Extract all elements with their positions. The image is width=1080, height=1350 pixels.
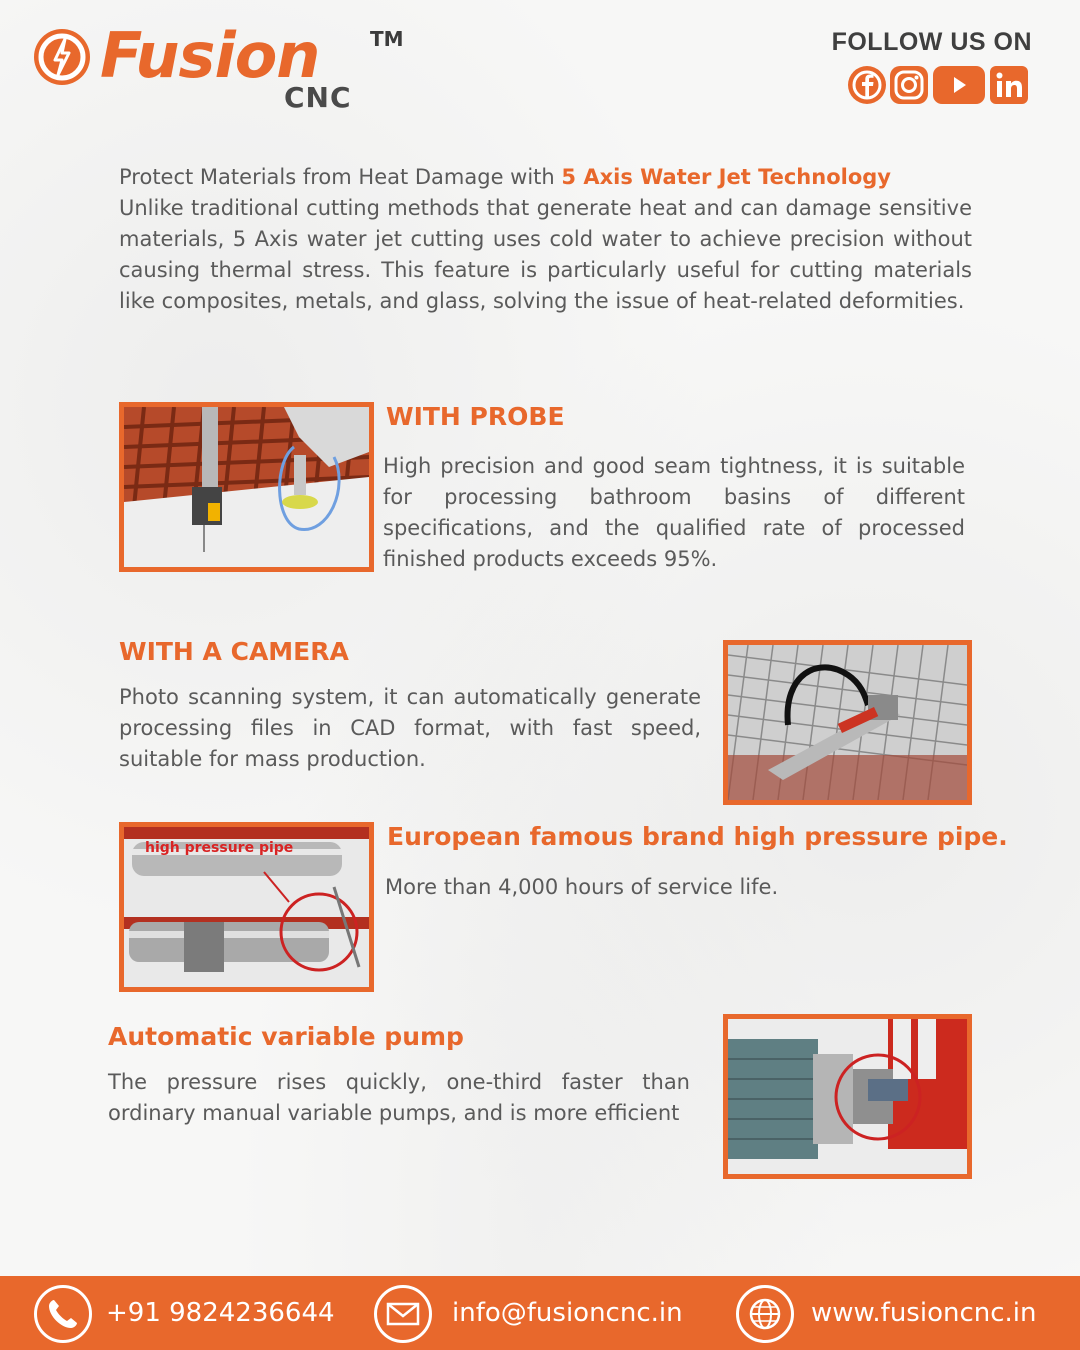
contact-footer — [0, 1276, 1080, 1350]
camera-photo — [723, 640, 972, 805]
facebook-icon[interactable] — [848, 66, 886, 104]
fusion-logo-icon — [34, 29, 90, 85]
feature-title-probe: WITH PROBE — [386, 402, 565, 431]
brand-name: Fusion — [100, 19, 320, 92]
intro-section — [119, 162, 972, 317]
feature-text-probe: High precision and good seam tightness, it is suitable for processing bathroom basins of different specifications, and the qualified rate of processed finished products exceeds 95%. — [383, 454, 965, 571]
website-url[interactable]: www.fusioncnc.in — [811, 1298, 1037, 1328]
feature-title-camera: WITH A CAMERA — [119, 637, 349, 666]
brand-sub: CNC — [284, 81, 352, 114]
pump-photo — [723, 1014, 972, 1179]
phone-number[interactable]: +91 9824236644 — [106, 1298, 335, 1328]
intro-highlight: 5 Axis Water Jet Technology — [561, 165, 891, 189]
feature-text-pipe: More than 4,000 hours of service life. — [385, 875, 779, 899]
youtube-icon[interactable] — [933, 66, 985, 104]
probe-photo — [119, 402, 374, 572]
email-icon[interactable] — [374, 1285, 432, 1343]
feature-text-camera: Photo scanning system, it can automatically generate processing files in CAD format, with fast speed, suitable for mass production. — [119, 685, 701, 771]
instagram-icon[interactable] — [890, 66, 928, 104]
email-address[interactable]: info@fusioncnc.in — [452, 1298, 683, 1328]
follow-label: FOLLOW US ON — [831, 28, 1032, 56]
brand-logo[interactable] — [30, 19, 410, 115]
intro-lead: Protect Materials from Heat Damage with — [119, 165, 562, 189]
globe-icon[interactable] — [736, 1285, 794, 1343]
trademark: TM — [370, 27, 404, 51]
feature-title-pipe: European famous brand high pressure pipe. — [387, 822, 1008, 851]
phone-icon[interactable] — [34, 1285, 92, 1343]
feature-text-pump: The pressure rises quickly, one-third faster than ordinary manual variable pumps, and is more efficient — [108, 1070, 690, 1125]
feature-title-pump: Automatic variable pump — [108, 1022, 464, 1051]
pressure-pipe-image-label: high pressure pipe — [145, 840, 294, 856]
linkedin-icon[interactable] — [990, 66, 1028, 104]
intro-heading — [119, 162, 972, 193]
intro-body: Unlike traditional cutting methods that generate heat and can damage sensitive materials, 5 Axis water jet cutting uses cold water to achieve precision without causing thermal stress. This feature is particularly useful for cutting materials like composites, metals, and glass, solving the issue of heat-related deformities. — [119, 196, 972, 313]
